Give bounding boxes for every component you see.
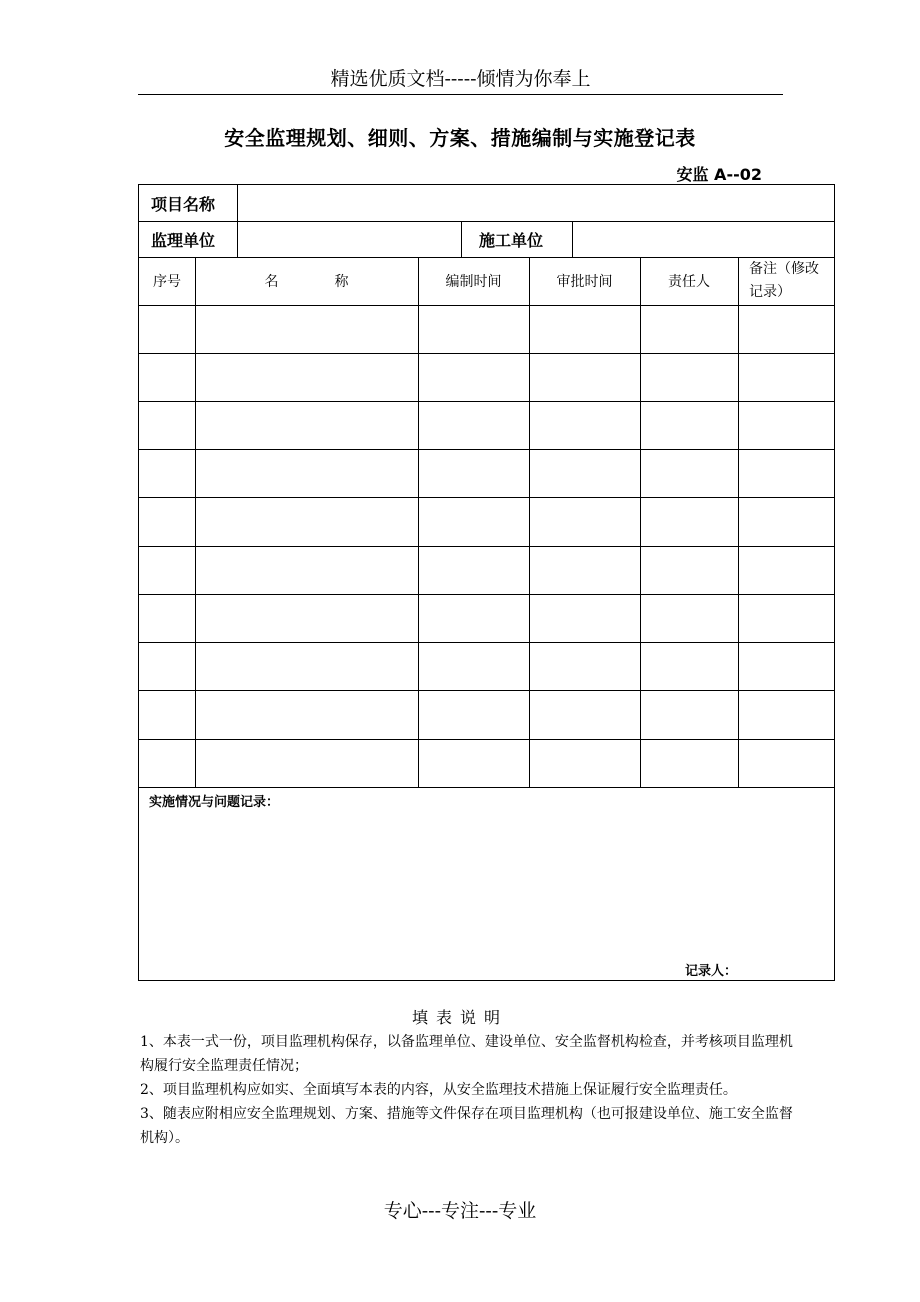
- col-header-compiled-time: 编制时间: [445, 274, 502, 290]
- table-row[interactable]: [139, 305, 834, 353]
- implementation-record-field[interactable]: [139, 810, 834, 955]
- note-item: 1、本表一式一份，项目监理机构保存，以备监理单位、建设单位、安全监督机构检查，并考核项目监理机构履行安全监理责任情况；: [140, 1034, 793, 1074]
- col-header-remarks: 备注（修改记录）: [749, 261, 819, 300]
- page-header: 精选优质文档-----倾情为你奉上: [138, 66, 783, 95]
- table-row[interactable]: [139, 642, 834, 690]
- table-row[interactable]: [139, 594, 834, 642]
- note-item: 2、项目监理机构应如实、全面填写本表的内容，从安全监理技术措施上保证履行安全监理责任。: [140, 1082, 737, 1098]
- registration-form: [138, 184, 835, 981]
- project-name-label: 项目名称: [151, 194, 216, 214]
- table-row[interactable]: [139, 690, 834, 739]
- form-title: 安全监理规划、细则、方案、措施编制与实施登记表: [224, 126, 696, 150]
- construction-unit-field[interactable]: [572, 221, 834, 257]
- form-code: 安监 A--02: [676, 165, 762, 184]
- col-header-approved-time: 审批时间: [556, 274, 613, 290]
- recorder-label: 记录人：: [685, 964, 738, 979]
- supervision-unit-label: 监理单位: [151, 230, 216, 250]
- col-header-name: 名 称: [264, 274, 349, 290]
- project-name-field[interactable]: [237, 185, 834, 221]
- table-row[interactable]: [139, 497, 834, 546]
- page-footer: 专心---专注---专业: [383, 1200, 537, 1222]
- row-divider: [139, 787, 834, 788]
- note-item: 3、随表应附相应安全监理规划、方案、措施等文件保存在项目监理机构（也可报建设单位、施工安全监督机构）。: [140, 1106, 793, 1146]
- table-row[interactable]: [139, 739, 834, 787]
- implementation-record-label: 实施情况与问题记录：: [149, 795, 280, 810]
- table-row[interactable]: [139, 353, 834, 401]
- construction-unit-label: 施工单位: [479, 230, 544, 250]
- notes-list: [140, 1030, 800, 1150]
- notes-title: 填表说明: [411, 1008, 508, 1027]
- table-row[interactable]: [139, 449, 834, 497]
- supervision-unit-field[interactable]: [237, 221, 461, 257]
- col-header-index: 序号: [153, 274, 181, 290]
- table-row[interactable]: [139, 546, 834, 594]
- col-header-responsible: 责任人: [668, 274, 710, 290]
- table-row[interactable]: [139, 401, 834, 449]
- column-divider: [461, 221, 462, 257]
